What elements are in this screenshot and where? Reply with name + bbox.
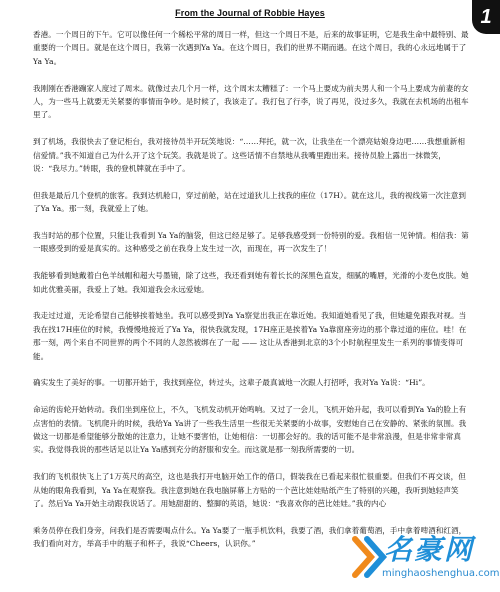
paragraph: 我当时站的那个位置，只能让我看到 Ya Ya的脑袋，但这已经足够了。足够我感受到一份特别的爱。我相信一见钟情。相信我：第一眼感受到的爱是真实的。这种感受之前在我身上发生过一次，而现在，再一次发生了！ xyxy=(33,231,469,254)
paragraph: 我们的飞机很快飞上了1万英尺的高空，这也是我打开电脑开始工作的借口，假装我在已看起来很忙很重要。但我们不再交谈，但从她的眼角我看到，Ya Ya在观察我。我注意到她在我电脑屏幕上方贴的一个芭比娃娃贴纸产生了特别的兴趣，我听到她轻声笑了。然后Ya Ya开始主动跟我说话了。用她甜甜的、整脚的英语，她说：“我喜欢你的芭比娃娃。”我的内心 xyxy=(33,472,466,509)
watermark-site-url: minghaoshenghua.com xyxy=(382,568,500,579)
journal-body xyxy=(33,28,470,564)
paragraph: 乘务员停在我们身旁，问我们是否需要喝点什么。Ya Ya要了一瓶手机饮料，我要了酒，我们拿着葡萄酒，手中拿着啤酒和红酒，我们看向对方，举高手中的瓶子和杯子，我说“Cheers，认识你。” xyxy=(33,525,467,549)
page-number-tab: 1 xyxy=(472,0,500,34)
watermark-site-name: 名豪网 xyxy=(384,533,475,566)
paragraph: 我能够看到她戴着白色羊绒帽和超大号墨镜，除了这些，我还看到她有着长长的深黑色直发，细腻的嘴唇，光滑的小麦色皮肤。她如此优雅美丽，我爱上了她。我知道我会永远爱她。 xyxy=(33,271,469,294)
paragraph: 命运的齿轮开始转动。我们坐到座位上，不久，飞机发动机开始鸣响。又过了一会儿，飞机开始升起，我可以看到Ya Ya的脸上有点害怕的表情。飞机爬升的时候，我给Ya Ya讲了一些我生活里一些很无关紧要的小故事，安慰她自己在安静的、紧张的氛围。我做这一切都是希望能够分散她的注意力，让她不要害怕，让她相信：一切都会好的。我的话可能不是非常浪漫，但是非常非常真实。我觉得我说的那些话足以让Ya Ya感到充分的舒服和安全。而这就是那一刻我所需要的一切。 xyxy=(33,405,467,455)
page-title: From the Journal of Robbie Hayes xyxy=(175,8,325,18)
paragraph: 但我是最后几个登机的旅客。我到达机舱口，穿过前舱，站在过道狄儿上找我的座位（17H）。就在这儿，我的视线第一次注意到了Ya Ya。那一刻，我就爱上了她。 xyxy=(33,190,467,214)
paragraph: 到了机场，我很快去了登记柜台，我对接待员半开玩笑地说：“……拜托，就一次，让我坐在一个漂亮姑娘身边吧……我想重新相信爱情。”我不知道自己为什么开了这个玩笑。我就是说了。这些话情不自禁地从我嘴里跑出来。接待员脸上露出一抹微笑，说：“我尽力。”转眼，我的登机牌就在手中了。 xyxy=(33,137,465,174)
paragraph: 香港。一个周日的下午。它可以像任何一个稀松平常的周日一样，但这一个周日不是，后来的故事证明，它是我生命中最特别、最重要的一个周日。就是在这个周日，我第一次遇到Ya Ya。在这个周日，我们的世界不期而遇。在这个周日，我的心永远地属于了Ya Ya。 xyxy=(33,30,469,66)
paragraph: 确实发生了美好的事。一切都开始于，我找到座位，转过头，这辈子最真诚地一次跟人打招呼，我对Ya Ya说：“Hi”。 xyxy=(33,378,430,388)
paragraph: 我刚刚在香港蹦家人度过了周末。就像过去几个月一样，这个周末太糟糕了：一个马上要成为前夫男人和一个马上要成为前妻的女人，为一些马上就要无关紧要的事情而争吵。是时候了，我该走了。我打包了行李，说了再见，没过多久，我就在去机场的出租车里了。 xyxy=(33,83,469,120)
paragraph: 我走过过道，无论希望自己能够挨着她坐。我可以感受到Ya Ya察觉出我正在靠近她。我知道她看见了我，但她避免跟我对视。当我在找17H座位的时候，我慢慢地接近了Ya Ya，很快我就发现，17H座正是挨着Ya Ya靠窗座旁边的那个靠过道的座位。哇！在那一刻，两个来自不同世界的两个不同的人忽然被绑在了一起 —— 这让从香港到北京的3个小时航程里发生一系列的事情变得可能。 xyxy=(33,311,467,361)
